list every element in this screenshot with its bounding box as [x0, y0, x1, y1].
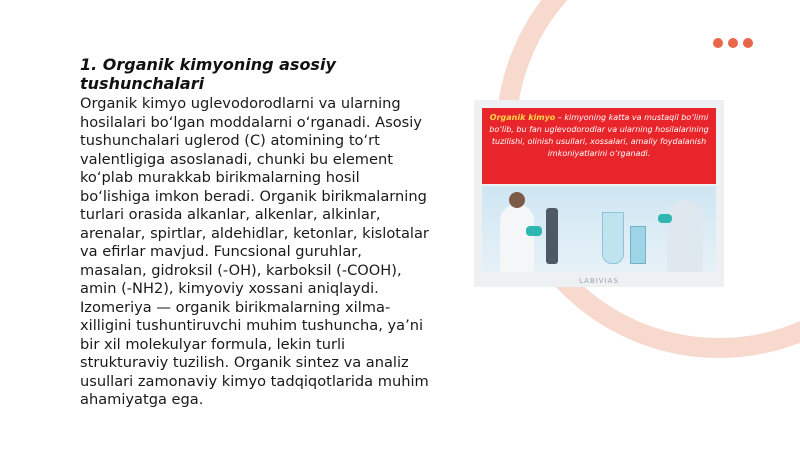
second-glove-shape — [658, 214, 672, 223]
image-banner — [482, 108, 716, 184]
dot-2 — [728, 38, 738, 48]
slide-title: 1. Organik kimyoning asosiy tushunchalari — [80, 55, 336, 93]
glove-shape — [526, 226, 542, 236]
scientist-figure — [500, 204, 534, 272]
flask-shape — [602, 212, 624, 264]
dot-1 — [713, 38, 723, 48]
lab-photo — [482, 186, 716, 272]
slide-body-text: Organik kimyo uglevodorodlarni va ularning hosilalari bo‘lgan moddalarni o‘rganadi. Asosiy tushunchalari uglerod (C) atomining to‘rt valentligiga asoslanadi, chunki bu element ko‘plab murakkab birikmalarning hosil bo‘lishiga imkon beradi. Organik birikmalarning turlari orasida alkanlar, alkenlar, alkinlar, arenalar, spirtlar, aldehidlar, ketonlar, kislotalar va efirlar mavjud. Funcsional guruhlar, masalan, gidroksil (-OH), karboksil (-COOH), amin (-NH2), kimyoviy xossani aniqlaydi. Izomeriya — organik birikmalarning xilma-xilligini tushuntiruvchi muhim tushuncha, ya’ni bir xil molekulyar formula, lekin turli strukturaviy tuzilish. Organik sintez va analiz usullari zamonaviy kimyo tadqiqotlarida muhim ahamiyatga ega. — [80, 95, 429, 408]
scientist-head — [509, 192, 525, 208]
illustration-image — [474, 100, 724, 287]
more-dots-icon[interactable] — [713, 38, 753, 48]
banner-text: – kimyoning katta va mustaqil bo‘limi bo‘lib, bu fan uglevodorodlar va ularning hosilalarining tuzilishi, olinish usullari, xossalari, amaliy foydalanish imkoniyatlarini o‘rganadi. — [489, 113, 709, 158]
microscope-shape — [546, 208, 558, 264]
banner-highlight: Organik kimyo — [489, 113, 556, 122]
second-scientist-figure — [667, 200, 703, 272]
beaker-shape — [630, 226, 646, 264]
dot-3 — [743, 38, 753, 48]
image-caption: LABIVIAS — [579, 277, 619, 285]
